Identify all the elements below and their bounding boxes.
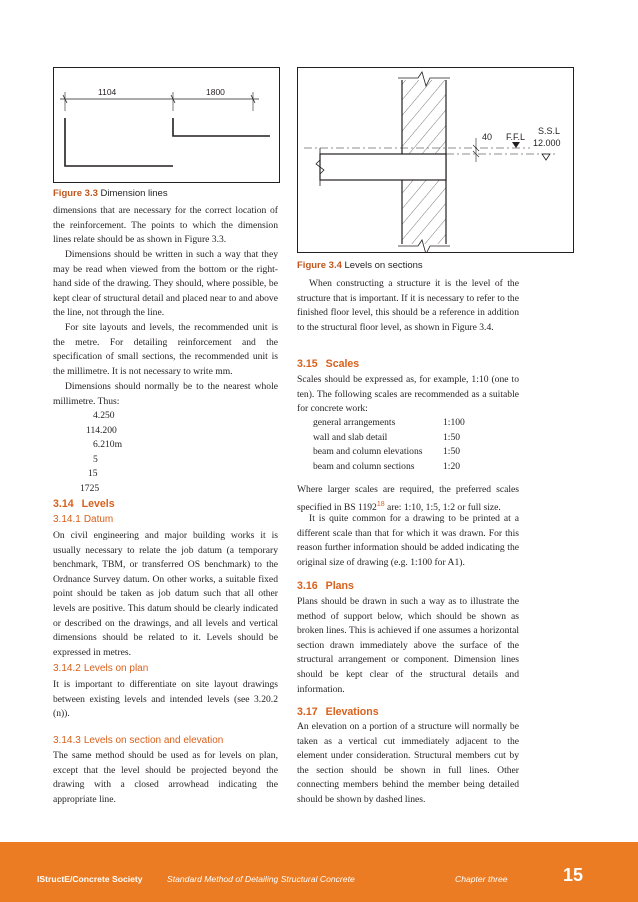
paragraph: The same method should be used as for levels on plan, except that the level should be projected beyond the drawing with a closed arrowhead indicating the appropriate line.: [53, 750, 278, 805]
structure-outline: [173, 118, 270, 136]
figure-3-4-caption: [297, 260, 423, 271]
example-value: 6.210m: [93, 439, 123, 451]
ssl-label: S.S.L: [538, 126, 561, 136]
figure-title: Levels on sections: [344, 260, 423, 271]
example-value: 4.250: [93, 410, 115, 421]
figure-3-3: [53, 67, 280, 183]
example-value: 5: [93, 453, 98, 465]
paragraph: Scales should be expressed as, for example, 1:10 (one to ten). The following scales are recommended as a suitable for concrete work:: [297, 374, 519, 415]
subsection-heading-3-14-3: 3.14.3 Levels on section and elevation: [53, 735, 224, 746]
section-heading-3-14: 3.14 Levels: [53, 498, 115, 510]
structure-outline: [65, 118, 173, 166]
paragraph: On civil engineering and major building works it is usually necessary to relate the job datum (a temporary benchmark, TBM, or transferred OS benchmark) to the Ordnance Survey datum. On other works, a suitable fixed point should be taken as job datum such that all other levels are positive. This datum should be clearly indicated or described on the drawings, and all levels and vertical dimensions should be related to it. Levels should be expressed in metres.: [53, 530, 278, 658]
figure-3-3-caption: [53, 188, 168, 199]
figure-number: Figure 3.3: [53, 188, 98, 199]
ffl-arrowhead: [512, 142, 520, 148]
dimension-value-1: 1104: [98, 87, 117, 97]
paragraph: When constructing a structure it is the level of the structure that is important. If it is necessary to refer to the finished floor level, this should be a reference in addition to the structural floor level, as shown in Figure 3.4.: [297, 278, 519, 333]
scale-row: wall and slab detail 1:50: [313, 431, 461, 443]
figure-title: Dimension lines: [100, 188, 168, 199]
example-value: 114.200: [86, 424, 117, 436]
figure-number: Figure 3.4: [297, 260, 342, 271]
scales-list: [313, 416, 513, 474]
footer-chapter: Chapter three: [455, 874, 508, 884]
section-heading-3-17: 3.17 Elevations: [297, 706, 379, 718]
subsection-heading-3-14-2: 3.14.2 Levels on plan: [53, 663, 149, 674]
ssl-value: 12.000: [533, 138, 561, 148]
section-heading-3-16: 3.16 Plans: [297, 580, 354, 592]
figure-3-3-drawing: [54, 68, 279, 182]
example-value: 15: [88, 468, 98, 480]
figure-3-4: [297, 67, 574, 253]
paragraph: Dimensions should be written in such a way that they may be read when viewed from the bottom or the right-hand side of the drawing. They should, where possible, be kept clear of structural detail and placed near to and above the line, not through the line.: [53, 249, 278, 319]
footer-title: Standard Method of Detailing Structural Concrete: [167, 874, 355, 884]
scale-row: general arrangements 1:100: [313, 417, 465, 428]
page-footer: [0, 842, 638, 902]
slab-section: [320, 154, 446, 180]
scale-row: beam and column sections 1:20: [313, 460, 461, 472]
ffl-label: F.F.L: [506, 132, 526, 142]
paragraph: dimensions that are necessary for the correct location of the reinforcement. The points to which the dimension lines relate should be as shown in Figure 3.3.: [53, 205, 278, 246]
example-value: 1725: [80, 482, 100, 494]
page-number: 15: [563, 865, 584, 885]
paragraph: Where larger scales are required, the preferred scales specified in BS 1192$^{18}$ are: 1:10, 1:5, 1:2 or full size.: [297, 484, 519, 513]
dimension-value-2: 1800: [206, 87, 225, 97]
number-examples: [53, 409, 122, 497]
figure-3-4-drawing: [298, 68, 573, 252]
scale-row: beam and column elevations 1:50: [313, 446, 461, 458]
section-heading-3-15: 3.15 Scales: [297, 358, 360, 370]
ssl-arrowhead: [542, 154, 550, 160]
paragraph: It is quite common for a drawing to be printed at a different scale than that for which it was drawn. For this reason further information should be added indicating the original size of drawing (e.g. 1:100 for A1).: [297, 513, 519, 568]
paragraph: It is important to differentiate on site layout drawings between existing levels and intended levels (see 3.20.2 (n)).: [53, 679, 278, 720]
paragraph: For site layouts and levels, the recommended unit is the metre. For detailing reinforcement and the specification of small sections, the recommended unit is the millimetre. It is not necessary to write mm.: [53, 322, 278, 377]
reference-superscript[interactable]: 18: [376, 500, 385, 508]
paragraph: An elevation on a portion of a structure will normally be taken as a vertical cut immediately adjacent to the element under consideration. Structural members cut by the section should be shown in full lines. Other connecting members behind the member being detailed should be shown by dashed lines.: [297, 721, 519, 805]
paragraph: Plans should be drawn in such a way as to illustrate the method of support below, which should be shown as broken lines. This is achieved if one assumes a horizontal section drawn immediately above the surface of the structural arrangement or component. Dimension lines should be kept clear of the structural details and information.: [297, 596, 519, 695]
subsection-heading-3-14-1: 3.14.1 Datum: [53, 514, 114, 525]
footer-organisation: IStructE/Concrete Society: [37, 874, 143, 884]
dimension-value: 40: [482, 132, 493, 142]
paragraph: Dimensions should normally be to the nearest whole millimetre. Thus:: [53, 381, 278, 407]
